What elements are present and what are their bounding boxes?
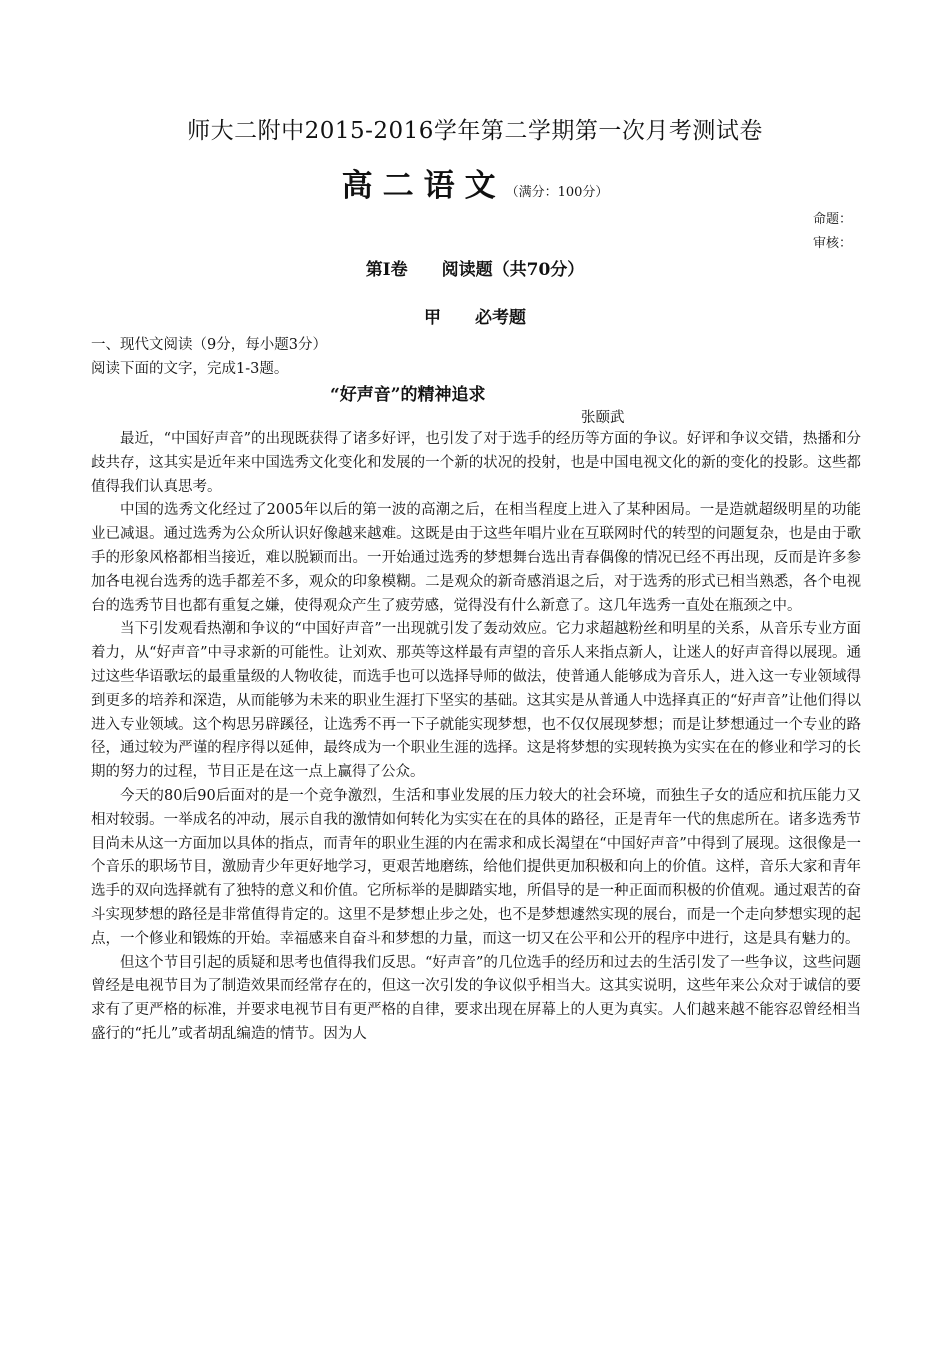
paragraph: 最近，“中国好声音”的出现既获得了诸多好评，也引发了对于选手的经历等方面的争议。好评和争议交错，热播和分歧共存，这其实是近年来中国选秀文化变化和发展的一个新的状况的投射，也是中国电视文化的新的变化的投影。这些都值得我们认真思考。 — [91, 431, 861, 495]
subject-title: 高二语文 — [341, 168, 506, 204]
paragraph: 中国的选秀文化经过了2005年以后的第一波的高潮之后，在相当程度上进入了某种困局。一是造就超级明星的功能业已减退。通过选秀为公众所认识好像越来越难。这既是由于这些年唱片业在互联网时代的转型的问题复杂，也是由于歌手的形象风格都相当接近，难以脱颖而出。一开始通过选秀的梦想舞台选出青春偶像的情况已经不再出现，反而是许多参加各电视台选秀的选手都差不多，观众的印象模糊。二是观众的新奇感消退之后，对于选秀的形式已相当熟悉，各个电视台的选秀节目也都有重复之嫌，使得观众产生了疲劳感，觉得没有什么新意了。这几年选秀一直处在瓶颈之中。 — [91, 502, 861, 614]
reviewer-label: 审核： — [812, 236, 852, 251]
article-title: “好声音”的精神追求 — [330, 385, 486, 405]
volume-title: 第Ⅰ卷 阅读题（共70分） — [365, 260, 585, 280]
question-heading: 一、现代文阅读（9分，每小题3分） — [91, 337, 327, 353]
paragraph: 但这个节目引起的质疑和思考也值得我们反思。“好声音”的几位选手的经历和过去的生活引发了一些争议，这些问题曾经是电视节目为了制造效果而经常存在的，但这一次引发的争议似乎相当大。这其实说明，这些年来公众对于诚信的要求有了更严格的标准，并要求电视节目有更严格的自律，要求出现在屏幕上的人更为真实。人们越来越不能容忍曾经相当盛行的“托儿”或者胡乱编造的情节。因为人 — [91, 954, 861, 1042]
article-author: 张颐武 — [581, 410, 625, 426]
proposer-label: 命题： — [812, 212, 852, 227]
paragraph: 当下引发观看热潮和争议的“中国好声音”一出现就引发了轰动效应。它力求超越粉丝和明星的关系，从音乐专业方面着力，从“好声音”中寻求新的可能性。让刘欢、那英等这样最有声望的音乐人来指点新人，让迷人的好声音得以展现。通过这些华语歌坛的最重量级的人物收徒，而选手也可以选择导师的做法，使普通人能够成为音乐人，进入这一专业领域得到更多的培养和深造，从而能够为未来的职业生涯打下坚实的基础。这其实是从普通人中选择真正的“好声音”让他们得以进入专业领域。这个构思另辟蹊径，让选秀不再一下子就能实现梦想，也不仅仅展现梦想；而是让梦想通过一个专业的路径，通过较为严谨的程序得以延伸，最终成为一个职业生涯的选择。这是将梦想的实现转换为实实在在的修业和学习的长期的努力的过程，节目正是在这一点上赢得了公众。 — [91, 621, 861, 781]
subject-row — [0, 160, 950, 205]
article-body — [91, 428, 861, 1047]
paragraph: 今天的80后90后面对的是一个竞争激烈，生活和事业发展的压力较大的社会环境，而独生子女的适应和抗压能力又相对较弱。一举成名的冲动，展示自我的激情如何转化为实实在在的具体的路径，正是青年一代的焦虑所在。诸多选秀节目尚未从这一方面加以具体的指点，而青年的职业生涯的内在需求和成长渴望在“中国好声音”中得到了展现。这很像是一个音乐的职场节目，激励青少年更好地学习，更艰苦地磨练，给他们提供更加积极和向上的价值。这样，音乐大家和青年选手的双向选择就有了独特的意义和价值。它所标举的是脚踏实地，所倡导的是一种正面而积极的价值观。通过艰苦的奋斗实现梦想的路径是非常值得肯定的。这里不是梦想止步之处，也不是梦想遽然实现的展台，而是一个走向梦想实现的起点，一个修业和锻炼的开始。幸福感来自奋斗和梦想的力量，而这一切又在公平和公开的程序中进行，这是具有魅力的。 — [91, 787, 861, 947]
exam-title: 师大二附中2015-2016学年第二学期第一次月考测试卷 — [187, 118, 763, 144]
question-instruction: 阅读下面的文字，完成1-3题。 — [91, 361, 289, 377]
score-note: （满分：100分） — [505, 185, 609, 200]
section-title: 甲 必考题 — [424, 308, 526, 328]
